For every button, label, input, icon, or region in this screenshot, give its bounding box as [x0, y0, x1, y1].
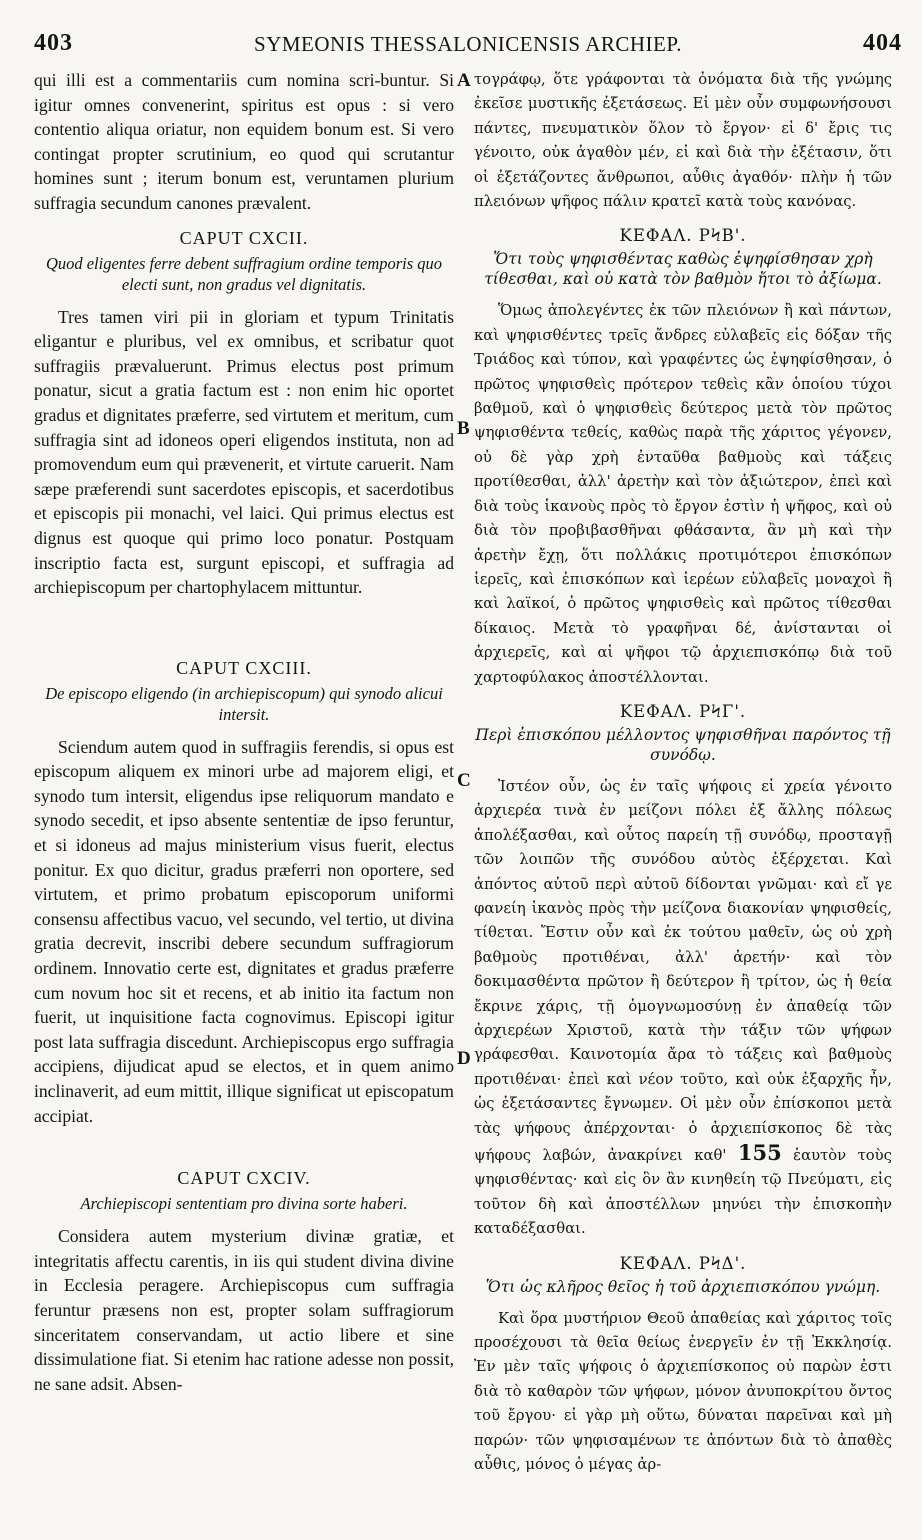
latin-chapter-193-subtitle: De episcopo eligendo (in archiepiscopum) qui synodo alicui intersit.: [45, 683, 443, 724]
greek-continuation-paragraph: τογράφῳ, ὅτε γράφονται τὰ ὀνόματα διὰ τῆς γνώμης ἐκεῖσε μυστικῆς ἐξετάσεως. Εἰ μὲν οὖν συμφωνήσουσι πάντες, πνευματικὸν ὅλον τὸ ἔργον· εἰ δ' ἔρις τις γένοιτο, οὐκ ἀγαθὸν μέν, εἰ καὶ διὰ τὴν ἐξέτασιν, ὅτι οἱ ἐξετάζοντες ἄνθρωποι, αὖθις ἀγαθόν· πλὴν ἡ τῶν πλειόνων ψῆφος πάλιν κρατεῖ κατὰ τοὺς κανόνας.: [474, 71, 892, 211]
latin-chapter-192-subtitle: Quod eligentes ferre debent suffragium ordine temporis quo electi sunt, non gradus vel dignitatis.: [45, 253, 443, 294]
running-title: SYMEONIS THESSALONICENSIS ARCHIEP.: [254, 32, 682, 56]
page-number-left: 403: [34, 30, 73, 56]
latin-continuation-paragraph: qui illi est a commentariis cum nomina scri-buntur. Si igitur omnes convenerint, spiritus est opus : si vero contentio aliqua oriatur, non equidem bonum est. Si vero contingat propter scrutinium, eo quod qui scrutantur homines sunt ; iterum bonum est, veruntamen plurium suffragia secundum canones prævalent.: [34, 70, 454, 213]
latin-chapter-194-subtitle: Archiepiscopi sententiam pro divina sorte haberi.: [80, 1194, 408, 1214]
margin-marker-d: D: [457, 1048, 471, 1069]
greek-chapter-194-subtitle: Ὅτι ὡς κλῆρος θεῖος ἡ τοῦ ἀρχιεπισκόπου γνώμη.: [485, 1277, 881, 1296]
greek-chapter-192-subtitle: Ὅτι τοὺς ψηφισθέντας καθὼς ἐψηφίσθησαν χρὴ τίθεσθαι, καὶ οὐ κατὰ τὸν βαθμὸν ἤτοι τὸ ἀξίωμα.: [484, 250, 882, 289]
greek-column: [474, 68, 892, 1478]
greek-chapter-193-text-part-b: ἑαυτὸν τοὺς ψηφισθέντας· καὶ εἰς ὃν ἂν κινηθείη τῷ Πνεύματι, εἰς τοῦτον δὴ καὶ ἀποστέλλων μηνύει τὴν ἐπισκοπὴν καταδέξασθαι.: [474, 1147, 892, 1238]
greek-chapter-192-heading: ΚΕΦΑΛ. ΡϞΒ'.: [619, 226, 747, 246]
page-number-right: 404: [863, 30, 902, 56]
latin-chapter-192-text: Tres tamen viri pii in gloriam et typum Trinitatis eligantur e pluribus, vel ex omnibus, et scribatur quot suffragiis prævaluerunt. Primus electus post primum ponatur, sicut a gratia factum est : non enim hic oportet gradus et dignitates præferre, sed virtutem et meritum, cum suffragia sint ad idoneos operi eligendos instituta, non ad promovendum eum qui prævenerit, et virtute caruerit. Nam sæpe præferendi sunt sacerdotes episcopis, et sacerdotibus et episcopis pii monachi, vel laici. Qui primus electus est dignus est quoque qui primo loco ponatur. Postquam inscriptio facta est, surgunt episcopi, et suffragia ad archiepiscopum per chartophylacem mittuntur.: [34, 306, 454, 598]
greek-chapter-194-heading: ΚΕΦΑΛ. ΡϞΔ'.: [619, 1253, 747, 1273]
greek-chapter-194-text: Καὶ ὅρα μυστήριον Θεοῦ ἀπαθείας καὶ χάριτος τοῖς προσέχουσι τὰ θεῖα θείως ἐνεργεῖν ἐν τῇ Ἐκκλησίᾳ. Ἐν μὲν ταῖς ψήφοις ὁ ἀρχιεπίσκοπος οὐ παρὼν ἐστι διὰ τὸ καθαρὸν τῶν ψήφων, μόνον ἀνυποκρίτου ὄντος τοῦ ἔργου· εἰ γὰρ μὴ οὕτω, δύναται παρεῖναι καὶ μὴ παρών· τῶν ψηφισαμένων τε ἀπόντων διὰ τὸ ἀπαθὲς αὖθις, μόνος ὁ μέγας ἀρ-: [474, 1309, 892, 1474]
margin-marker-c: C: [457, 770, 471, 791]
latin-chapter-192-heading: CAPUT CXCII.: [179, 227, 309, 248]
original-page-number: 155: [737, 1140, 782, 1166]
latin-chapter-193-heading: CAPUT CXCIII.: [176, 657, 312, 678]
latin-chapter-194-heading: CAPUT CXCIV.: [177, 1168, 311, 1189]
greek-chapter-193-text: [474, 775, 892, 1242]
margin-marker-b: B: [457, 418, 470, 439]
page-header: [34, 30, 902, 60]
greek-chapter-193-heading: ΚΕΦΑΛ. ΡϞΓ'.: [619, 701, 747, 721]
latin-chapter-193-text: Sciendum autem quod in suffragiis ferendis, si opus est episcopum aliquem ex minori urbe ad majorem eligi, et synodo tum intersit, eligendus ipse reliquorum mandato e synodo secedit, et ipso absente sententiæ de ipso feruntur, et si idoneus ad majus ministerium visus fuerit, electus ponitur. Ex quo dicitur, gradus præferri non oportere, sed virtutem, et primo probatum episcoporum uniformi consensu affectibus vacuo, vel secundo, vel tertio, ut divina gratia decrevit, inscribi debere secundum suffragiorum ordinem. Innovatio certe est, dignitates et gradus præferre cum novum hoc sit et recens, et ab initio ita factum non fuerit, ut inquisitione facta cognovimus. Episcopi igitur post lata suffragia discedunt. Archiepiscopus ergo suffragia accipiens, dijudicat apud se electos, et in quem animo inclinaverit, ad eum mittit, illique significat ut episcopatum accipiat.: [34, 736, 454, 1126]
greek-chapter-192-text: Ὅμως ἀπολεγέντες ἐκ τῶν πλειόνων ἢ καὶ πάντων, καὶ ψηφισθέντες τρεῖς ἄνδρες εὐλαβεῖς εἰς δόξαν τῆς Τριάδος καὶ τύπον, καὶ γραφέντες ὡς ἐψηφίσθησαν, ὁ πρῶτος ψηφισθεὶς πρότερον τεθεὶς κἂν ὁποίου τύχοι βαθμοῦ, καὶ ὁ ψηφισθεὶς δεύτερος μετὰ τὸν πρῶτος ψηφισθέντα τεθείς, καθὼς παρὰ τῆς χάριτος γέγονεν, οὐ δὲ γὰρ χρὴ ἐνταῦθα βαθμοὺς καὶ τάξεις προτίθεσθαι, ἀλλ' ἀρετὴν καὶ τὸν ἀξιώτερον, ἐπεὶ καὶ διὰ τοὺς ἱκανοὺς πρὸς τὸ ἔργον ἐστὶν ἡ ψῆφος, καὶ οὐ διὰ τὸν προβιβασθῆναι φθάσαντα, ἂν μὴ καὶ τὴν ἀρετὴν ἔχῃ, ὅτι πολλάκις προτιμότεροι ἐπισκόπων ἱερεῖς, καὶ ἐπισκόπων καὶ ἱερέων εὐλαβεῖς μοναχοὶ ἢ καὶ λαϊκοί, ὁ πρῶτος ψηφισθεὶς καὶ πρῶτος τίθεσθαι δίκαιος. Μετὰ τὸ γραφῆναι δέ, ἀνίστανται οἱ ἀρχιερεῖς, καὶ αἱ ψῆφοι τῷ ἀρχιεπισκόπῳ διὰ τοῦ χαρτοφύλακος ἀποστέλλονται.: [474, 302, 892, 686]
margin-marker-a: A: [457, 70, 471, 91]
latin-column: [34, 68, 454, 1396]
greek-chapter-193-subtitle: Περὶ ἐπισκόπου μέλλοντος ψηφισθῆναι παρόντος τῇ συνόδῳ.: [475, 725, 891, 764]
latin-chapter-194-text: Considera autem mysterium divinæ gratiæ, et integritatis affectu carentis, in iis qui student divina divine in Ecclesia peragere. Archiepiscopus cum suffragia feruntur præsens non est, propter solam suffragiorum sinceritatem conservandam, ut actio libere et sine dissimulatione fiat. Si etenim hac ratione adesse non possit, ne sane adsit. Absen-: [34, 1226, 454, 1394]
greek-chapter-193-text-part-a: Ἰστέον οὖν, ὡς ἐν ταῖς ψήφοις εἰ χρεία γένοιτο ἀρχιερέα τινὰ ἐν μείζονι πόλει ἐξ ἄλλης πόλεως ἀπολέξασθαι, καὶ οὗτος παρείη τῇ συνόδῳ, προσταγῇ τῶν λοιπῶν τῆς συνόδου αὐτὸς ἐξέρχεται. Καὶ ἀπόντος αὐτοῦ περὶ αὐτοῦ δίδονται γνῶμαι· καὶ εἴ γε φανείη ἱκανὸς πρὸς τὴν μείζονα διακονίαν ψηφισθείς, τίθεται. Ἔστιν οὖν καὶ ἐκ τούτου μαθεῖν, ὡς οὐ χρὴ βαθμοὺς προτιθέναι, ἀλλ' ἀρετήν· καὶ τὸν δοκιμασθέντα πρῶτον ἢ δεύτερον ἢ τρίτον, ὡς ἡ θεία ἔκρινε χάρις, τῇ ὁμογνωμοσύνῃ ἐν ἀπαθείᾳ τῶν ἀρχιερέων Χριστοῦ, κατὰ τὴν τάξιν τῶν ψήφων γράφεσθαι. Καινοτομία ἄρα τὸ τάξεις καὶ βαθμοὺς προτιθέναι· ἐπεὶ καὶ νέον τοῦτο, καὶ οὐκ ἐξαρχῆς ἦν, ὡς ἐξετάσαντες ἔγνωμεν. Οἱ μὲν οὖν ἐπίσκοποι μετὰ τὰς ψήφους ἀπέρχονται· ὁ ἀρχιεπίσκοπος δὲ τὰς ψήφους λαβών, ἀνακρίνει καθ': [474, 777, 892, 1165]
